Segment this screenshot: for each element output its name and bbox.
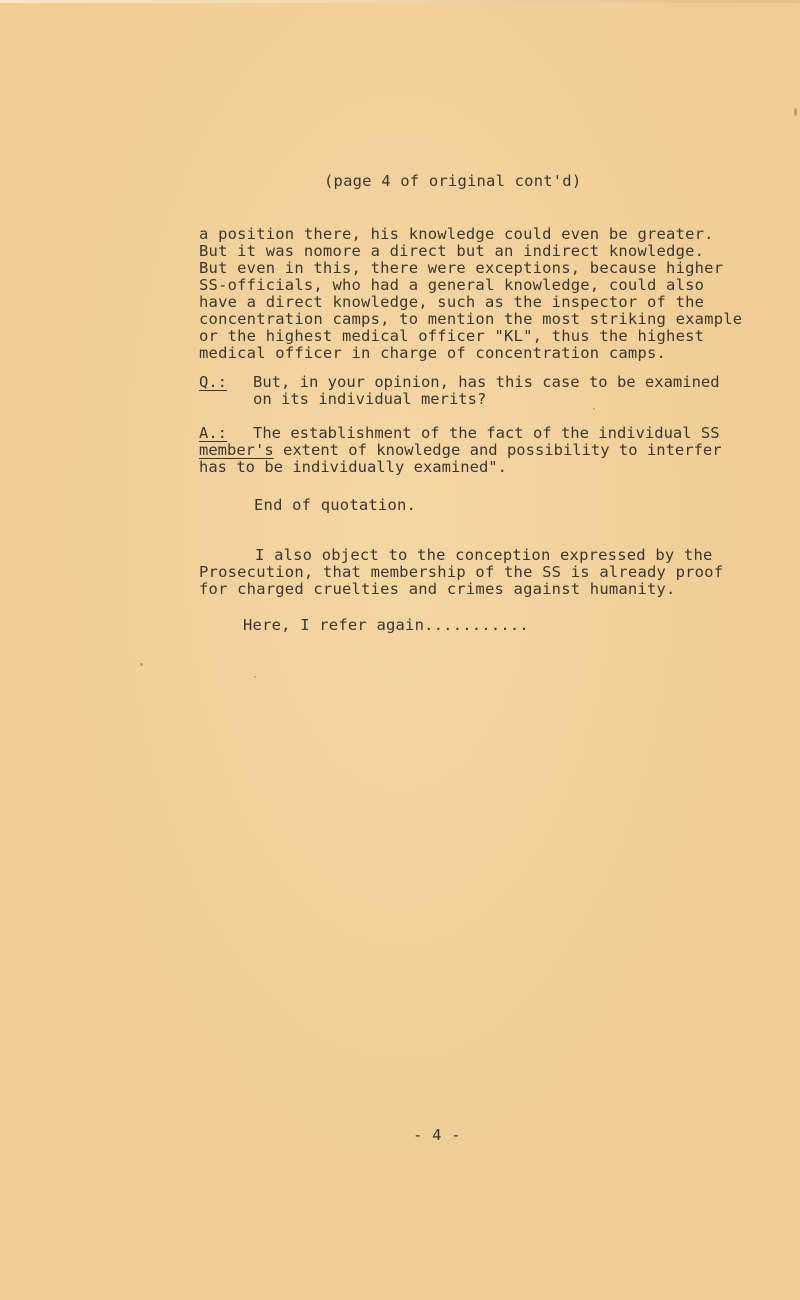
paper-speck bbox=[254, 676, 256, 678]
paragraph-1 bbox=[199, 226, 742, 362]
paragraph-1-line: SS-officials, who had a general knowledge, could also bbox=[199, 276, 705, 294]
question-text bbox=[253, 374, 720, 408]
paragraph-1-line: But even in this, there were exceptions, because higher bbox=[199, 259, 724, 277]
answer-label: A.: bbox=[199, 424, 227, 442]
paragraph-2-first-line: I also object to the conception expressed by the bbox=[255, 546, 713, 564]
paragraph-2 bbox=[199, 564, 723, 598]
paragraph-1-line: But it was nomore a direct but an indirect knowledge. bbox=[199, 242, 705, 260]
page-header: (page 4 of original cont'd) bbox=[324, 172, 582, 190]
paper-edge bbox=[0, 0, 800, 3]
paragraph-2-line: Prosecution, that membership of the SS is already proof bbox=[199, 563, 724, 581]
answer-line: has to be individually examined". bbox=[199, 458, 507, 476]
paragraph-1-line: or the highest medical officer "KL", thus the highest bbox=[199, 327, 705, 345]
answer-line: extent of knowledge and possibility to interfer bbox=[273, 441, 722, 459]
question-line: But, in your opinion, has this case to be examined bbox=[253, 373, 720, 391]
answer-text bbox=[199, 442, 722, 476]
paragraph-1-line: concentration camps, to mention the most striking example bbox=[199, 310, 743, 328]
closing-line: Here, I refer again........... bbox=[243, 616, 529, 634]
paragraph-1-line: have a direct knowledge, such as the inspector of the bbox=[199, 293, 705, 311]
end-of-quotation: End of quotation. bbox=[254, 496, 417, 514]
answer-underlined-word: member's bbox=[199, 441, 274, 459]
answer-first-line: The establishment of the fact of the individual SS bbox=[253, 424, 720, 442]
question-line: on its individual merits? bbox=[253, 390, 487, 408]
paper-speck bbox=[140, 663, 143, 666]
paragraph-1-line: medical officer in charge of concentration camps. bbox=[199, 344, 667, 362]
paragraph-2-line: for charged cruelties and crimes against humanity. bbox=[199, 580, 676, 598]
page-number: - 4 - bbox=[413, 1126, 461, 1144]
question-label: Q.: bbox=[199, 373, 227, 391]
paper-speck bbox=[593, 408, 595, 410]
paragraph-1-line: a position there, his knowledge could even be greater. bbox=[199, 225, 714, 243]
paper-speck bbox=[794, 108, 797, 116]
